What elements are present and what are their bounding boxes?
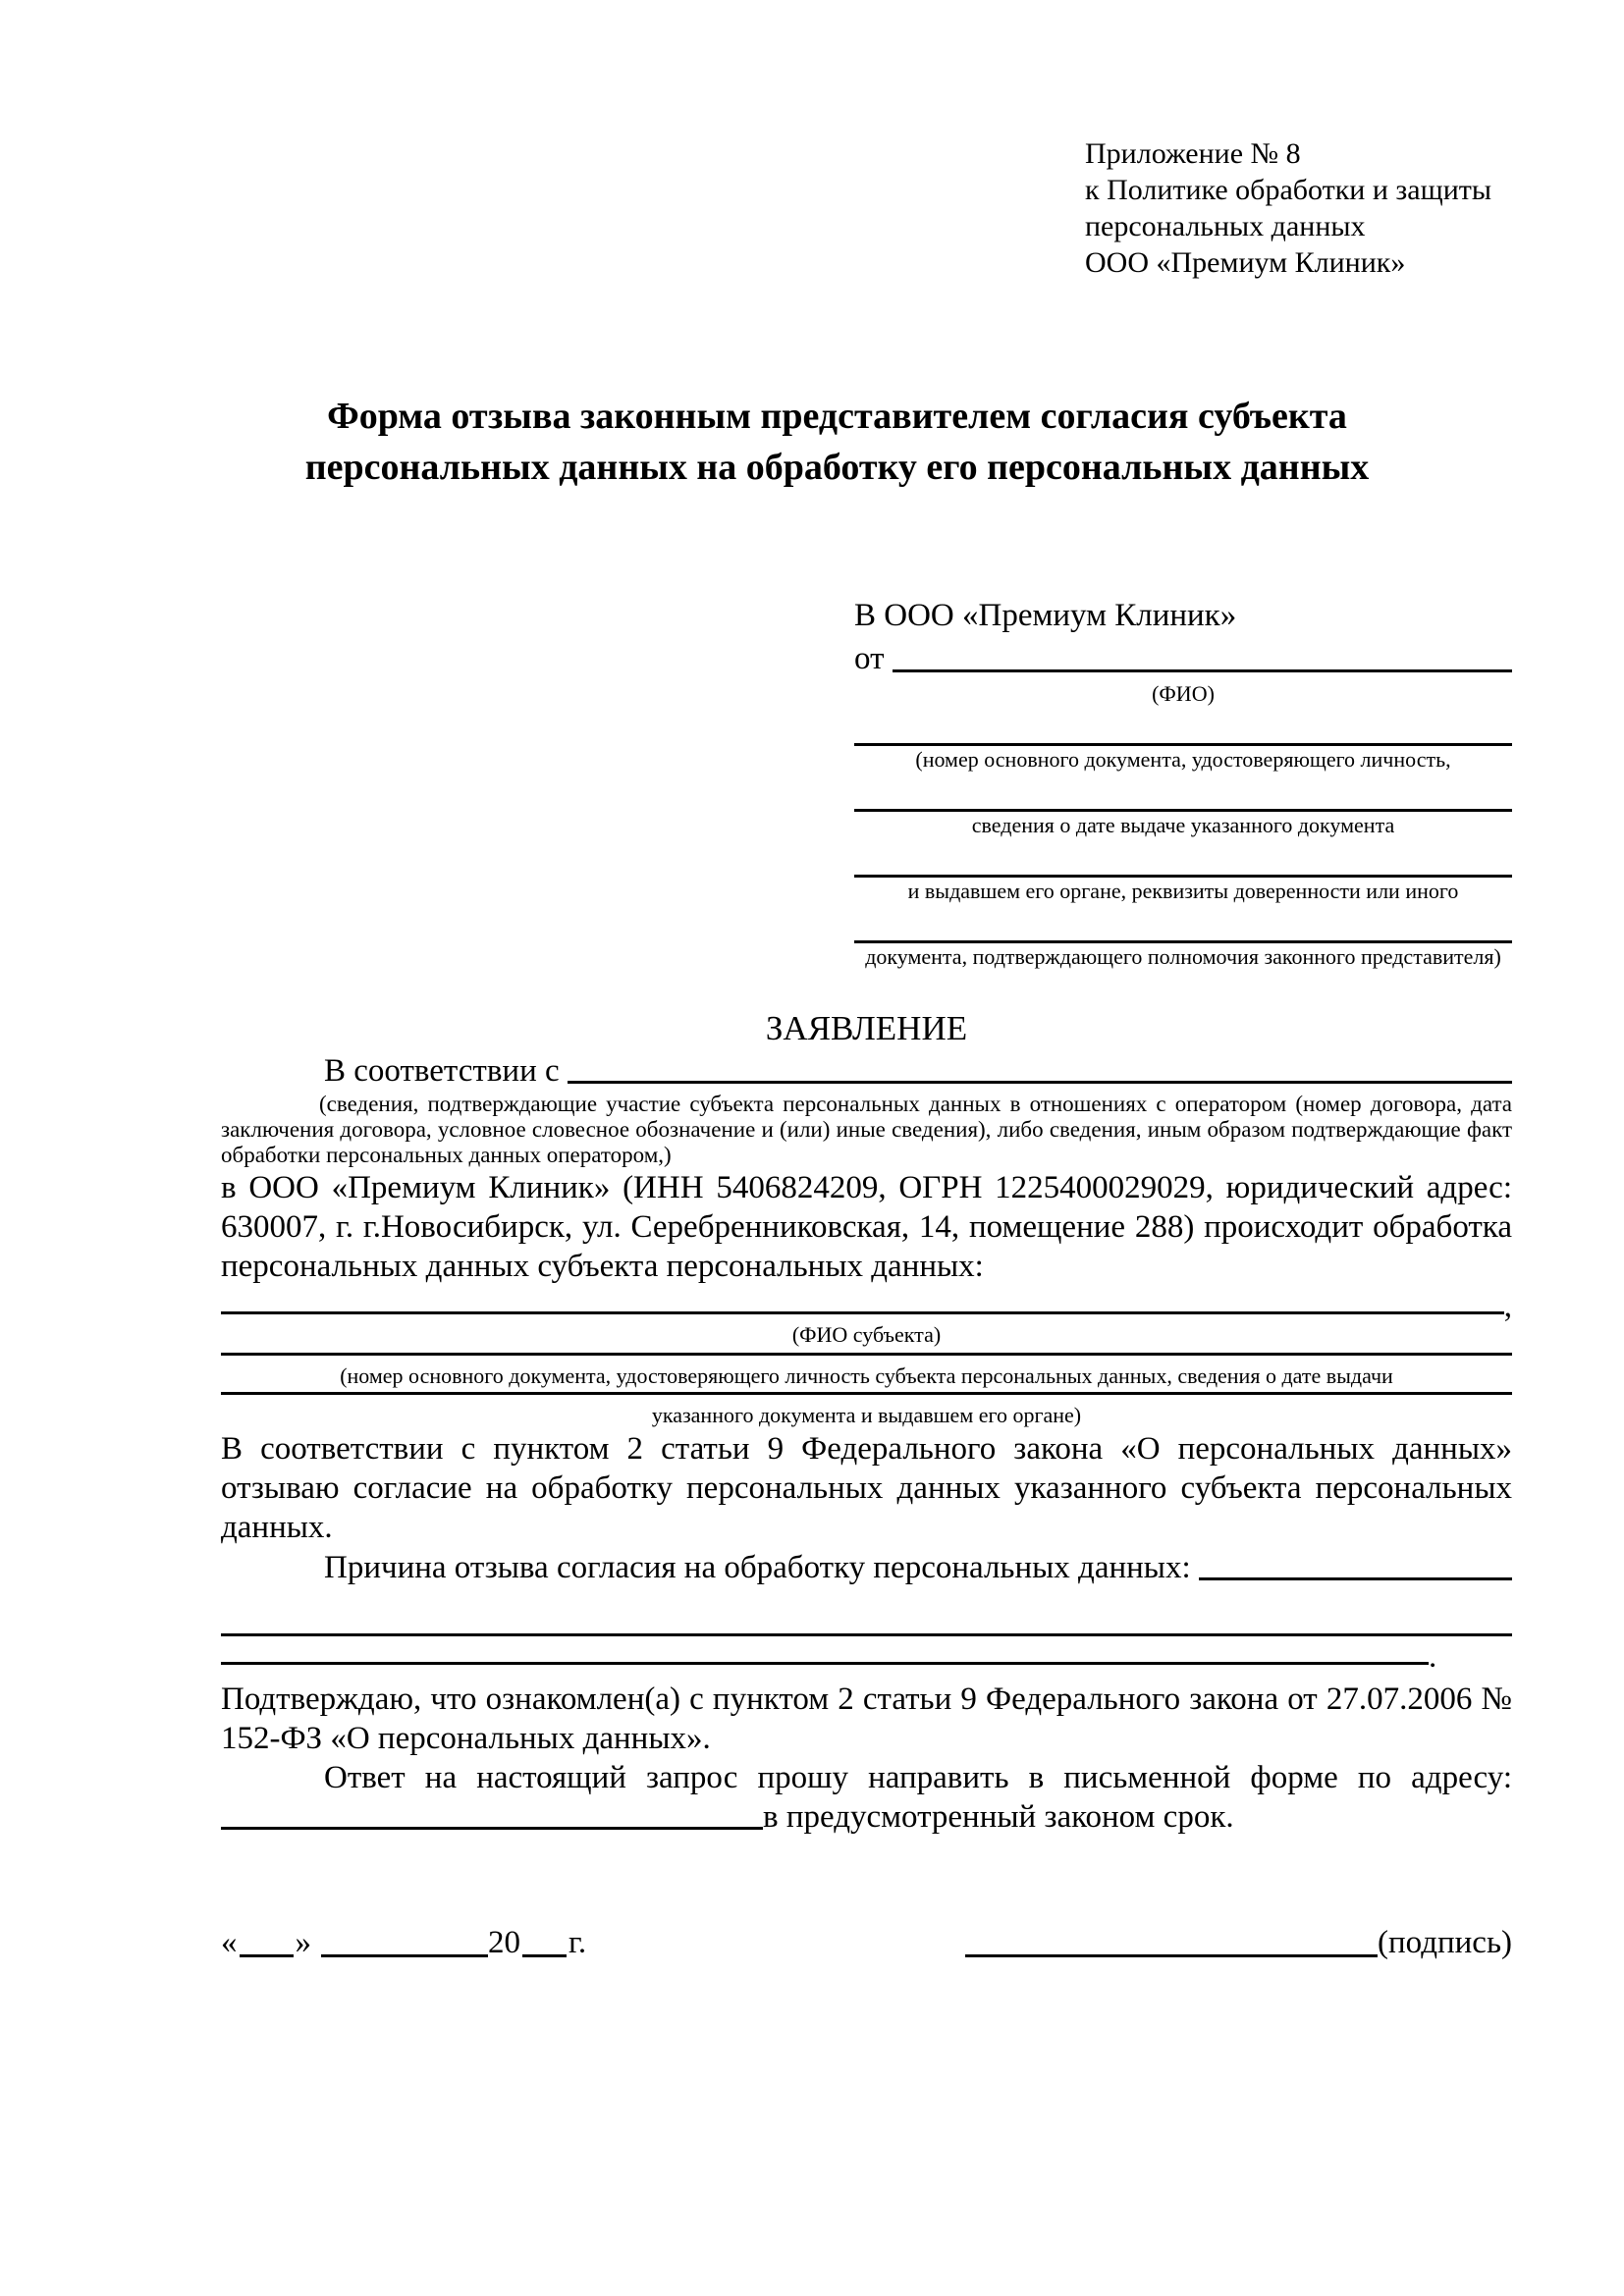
- caption-doc-1: (номер основного документа, удостоверяющего личность,: [915, 747, 1451, 772]
- intro-note: (сведения, подтверждающие участие субъекта персональных данных в отношениях с оператором (номер договора, дата заключения договора, условное словесное обозначение и (или) иные сведения), либо сведения, иным образом подтверждающие факт обработки персональных данных оператором,): [221, 1092, 1512, 1167]
- addressee-block: [854, 594, 1512, 969]
- date-close-quote: »: [295, 1925, 311, 1960]
- response-row-2: [221, 1797, 1512, 1837]
- date-month-blank: [321, 1954, 488, 1957]
- caption-subject-doc-1: (номер основного документа, удостоверяющего личность субъекта персональных данных, сведения о дате выдачи: [340, 1363, 1393, 1388]
- response-tail: в предусмотренный законом срок.: [763, 1799, 1234, 1835]
- withdrawal-paragraph: В соответствии с пунктом 2 статьи 9 Федерального закона «О персональных данных» отзываю согласие на обработку персональных данных указанного субъекта персональных данных.: [221, 1431, 1512, 1545]
- title-line-1: Форма отзыва законным представителем согласия субъекта: [327, 396, 1347, 437]
- operator-paragraph: в ООО «Премиум Клиник» (ИНН 5406824209, ОГРН 1225400029029, юридический адрес: 630007, г. г.Новосибирск, ул. Серебренниковская, 14, помещение 288) происходит обработка персональных данных субъекта персональных данных:: [221, 1170, 1512, 1284]
- statement-heading: ЗАЯВЛЕНИЕ: [765, 1009, 968, 1047]
- statement-body: [221, 1050, 1512, 1837]
- subject-doc-row-2: [221, 1392, 1512, 1402]
- acknowledgment-paragraph: Подтверждаю, что ознакомлен(а) с пунктом 2 статьи 9 Федерального закона от 27.07.2006 № 152-ФЗ «О персональных данных».: [221, 1682, 1512, 1756]
- response-address-blank-line: [221, 1827, 763, 1830]
- intro-blank-line: [568, 1081, 1512, 1084]
- signature-caption: (подпись): [1378, 1925, 1512, 1960]
- title-line-2: персональных данных на обработку его персональных данных: [304, 447, 1370, 488]
- signature-line: [965, 1922, 1512, 1963]
- caption-doc-3: и выдавшем его органе, реквизиты доверенности или иного: [907, 879, 1459, 903]
- intro-row: [221, 1050, 1512, 1092]
- caption-fio: (ФИО): [1152, 681, 1215, 706]
- document-title: [191, 391, 1483, 493]
- appendix-line-2: к Политике обработки и защиты: [1085, 174, 1492, 206]
- subject-doc-row-1: [221, 1353, 1512, 1362]
- addressee-from-row: [854, 637, 1512, 680]
- from-label: от: [854, 641, 885, 676]
- intro-label: В соответствии с: [324, 1053, 560, 1089]
- caption-subject-doc-2: указанного документа и выдавшем его органе): [651, 1403, 1082, 1427]
- reason-label: Причина отзыва согласия на обработку персональных данных:: [324, 1550, 1191, 1585]
- appendix-line-1: Приложение № 8: [1085, 137, 1301, 170]
- reason-extra-blank-line-1: [221, 1633, 1512, 1636]
- addressee-to: В ООО «Премиум Клиник»: [854, 598, 1237, 633]
- appendix-block: [1085, 135, 1491, 281]
- caption-doc-4: документа, подтверждающего полномочия законного представителя): [865, 944, 1501, 969]
- date-year-suffix: г.: [568, 1925, 587, 1960]
- response-line-1: Ответ на настоящий запрос прошу направить в письменной форме по адресу:: [324, 1760, 1512, 1795]
- subject-fio-blank-line: [221, 1311, 1504, 1314]
- footer-row: [221, 1922, 1512, 1963]
- subject-doc-blank-line-1: [221, 1353, 1512, 1356]
- appendix-line-4: ООО «Премиум Клиник»: [1085, 246, 1406, 279]
- representative-fio-blank-line: [893, 669, 1513, 672]
- signature-blank: [965, 1954, 1378, 1957]
- date-open-quote: «: [221, 1925, 238, 1960]
- appendix-line-3: персональных данных: [1085, 210, 1366, 242]
- subject-fio-row: [221, 1289, 1512, 1324]
- reason-extra-blank-line-2: [221, 1662, 1429, 1665]
- date-year-prefix: 20: [488, 1925, 520, 1960]
- caption-doc-2: сведения о дате выдаче указанного документа: [971, 813, 1395, 837]
- date-day-blank: [240, 1954, 294, 1957]
- reason-extra-row-2: [221, 1639, 1512, 1675]
- date-line: [221, 1922, 586, 1963]
- caption-subject-fio: (ФИО субъекта): [791, 1322, 942, 1347]
- reason-blank-line: [1199, 1577, 1512, 1580]
- date-year-blank: [522, 1954, 567, 1957]
- subject-doc-blank-line-2: [221, 1392, 1512, 1395]
- subject-fio-suffix: ,: [1503, 1289, 1512, 1324]
- reason-row: [221, 1547, 1512, 1588]
- reason-blank-suffix: .: [1429, 1639, 1437, 1675]
